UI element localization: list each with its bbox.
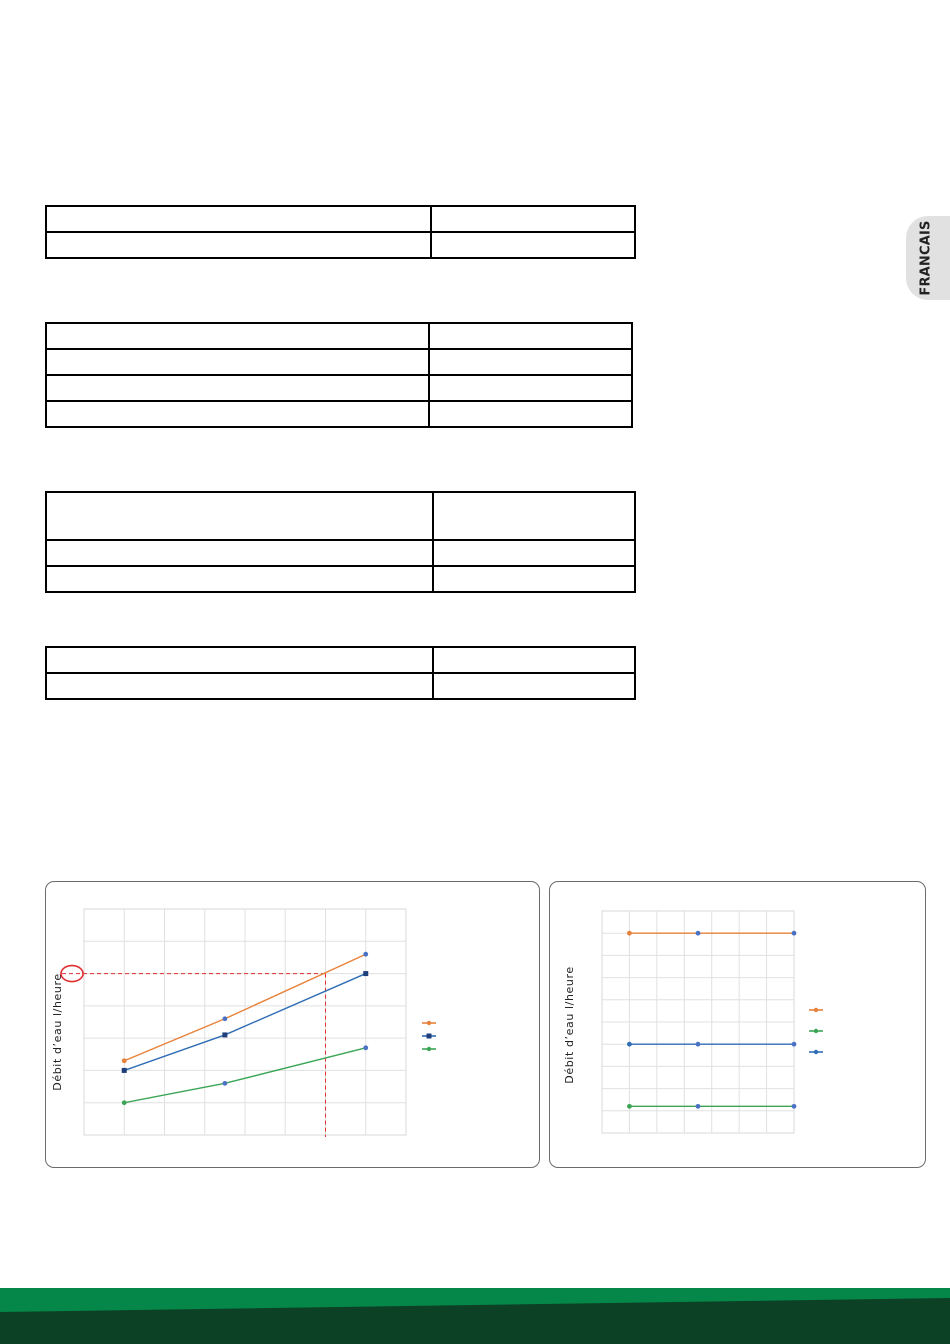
table-cell [46, 349, 429, 375]
table-cell [46, 206, 431, 232]
data-point [222, 1081, 227, 1086]
table-cell [429, 349, 632, 375]
data-point [363, 1045, 368, 1050]
legend-marker-2 [814, 1029, 818, 1033]
language-tab[interactable] [906, 216, 950, 300]
table-cell [46, 323, 429, 349]
table-cell [46, 401, 429, 427]
chart-1-legend [422, 1021, 436, 1051]
legend-marker-1 [427, 1034, 432, 1039]
footer-band [0, 1288, 950, 1344]
table-cell [46, 375, 429, 401]
data-point [696, 931, 701, 936]
table-cell [431, 232, 635, 258]
data-point [222, 1016, 227, 1021]
legend-marker-0 [814, 1008, 818, 1012]
table-cell [46, 540, 433, 566]
table-cell [46, 492, 433, 540]
data-point [792, 931, 797, 936]
chart-2-legend [809, 1008, 823, 1054]
legend-marker-2 [427, 1047, 431, 1051]
chart-2-y-axis-label: Débit d’eau l/heure [563, 966, 576, 1084]
data-point [627, 1104, 632, 1109]
table-cell [429, 375, 632, 401]
data-point [696, 1042, 701, 1047]
table-cell [431, 206, 635, 232]
table-cell [433, 673, 635, 699]
data-point [696, 1104, 701, 1109]
data-point [363, 952, 368, 957]
spec-table-4 [45, 646, 636, 700]
flow-chart-1 [45, 881, 540, 1168]
legend-marker-1 [814, 1050, 818, 1054]
data-point [122, 1068, 127, 1073]
data-point [627, 931, 632, 936]
data-point [122, 1058, 127, 1063]
spec-table-3 [45, 491, 636, 593]
data-point [122, 1100, 127, 1105]
spec-table-1 [45, 205, 636, 259]
table-cell [46, 673, 433, 699]
flow-chart-2 [549, 881, 926, 1168]
table-cell [433, 566, 635, 592]
table-cell [429, 401, 632, 427]
spec-table-2 [45, 322, 633, 428]
data-point [792, 1104, 797, 1109]
data-point [363, 971, 368, 976]
data-point [222, 1032, 227, 1037]
data-point [627, 1042, 632, 1047]
table-cell [429, 323, 632, 349]
table-cell [433, 492, 635, 540]
chart-2-grid [602, 911, 794, 1133]
legend-marker-0 [427, 1021, 431, 1025]
data-point [792, 1042, 797, 1047]
chart-1-svg [46, 882, 539, 1167]
table-cell [46, 566, 433, 592]
table-cell [46, 232, 431, 258]
chart-1-y-axis-label: Débit d’eau l/heure [51, 973, 64, 1091]
table-cell [433, 647, 635, 673]
chart-2-svg [550, 882, 925, 1167]
table-cell [46, 647, 433, 673]
language-tab-label: FRANCAIS [918, 220, 934, 296]
table-cell [433, 540, 635, 566]
